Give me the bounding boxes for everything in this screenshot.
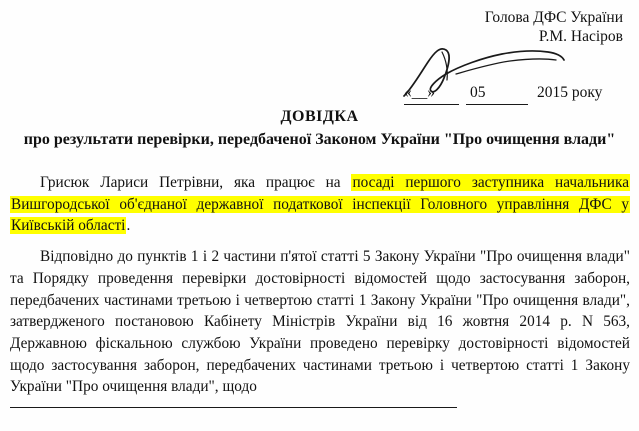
paragraph-legal-basis: Відповідно до пунктів 1 і 2 частини п'ятої статті 5 Закону України "Про очищення влади" та Порядку проведення перевірки достовірності відомостей щодо застосування заборон, передбачених частинами третьою і четвертою статті 1 Закону України "Про очищення влади", затвердженого постановою Кабінету Міністрів України від 16 жовтня 2014 р. N 563, Державною фіскальною службою України проведено перевірку достовірності відомостей щодо застосування заборон, передбачених частинами третьою і четвертою статті 1 Закону України "Про очищення влади", щодо (10, 248, 630, 396)
document-body (10, 172, 630, 399)
signatory-header (485, 8, 623, 47)
subject-intro: Грисюк Лариси Петрівни, яка працює на (40, 174, 352, 191)
signatory-name: Р.М. Насіров (538, 28, 623, 46)
subject-end: . (126, 217, 131, 235)
document-subtitle: про результати перевірки, передбаченої Законом України "Про очищення влади" (23, 131, 616, 148)
date-day-rule (404, 104, 459, 105)
date-year: 2015 року (537, 84, 603, 101)
date-month: 05 (470, 84, 486, 101)
date-line (0, 80, 639, 108)
document-title: ДОВІДКА (280, 108, 359, 125)
date-month-rule (466, 104, 528, 105)
paragraph-subject (10, 172, 630, 237)
date-day: «__» (404, 84, 435, 101)
bottom-rule (10, 407, 457, 408)
subject-position-highlight: посаді першого заступника начальника Вишгородської об'єднаної державної податкової інспекції Головного управління ДФС у Київській області (11, 174, 629, 235)
signatory-title: Голова ДФС України (484, 9, 623, 26)
